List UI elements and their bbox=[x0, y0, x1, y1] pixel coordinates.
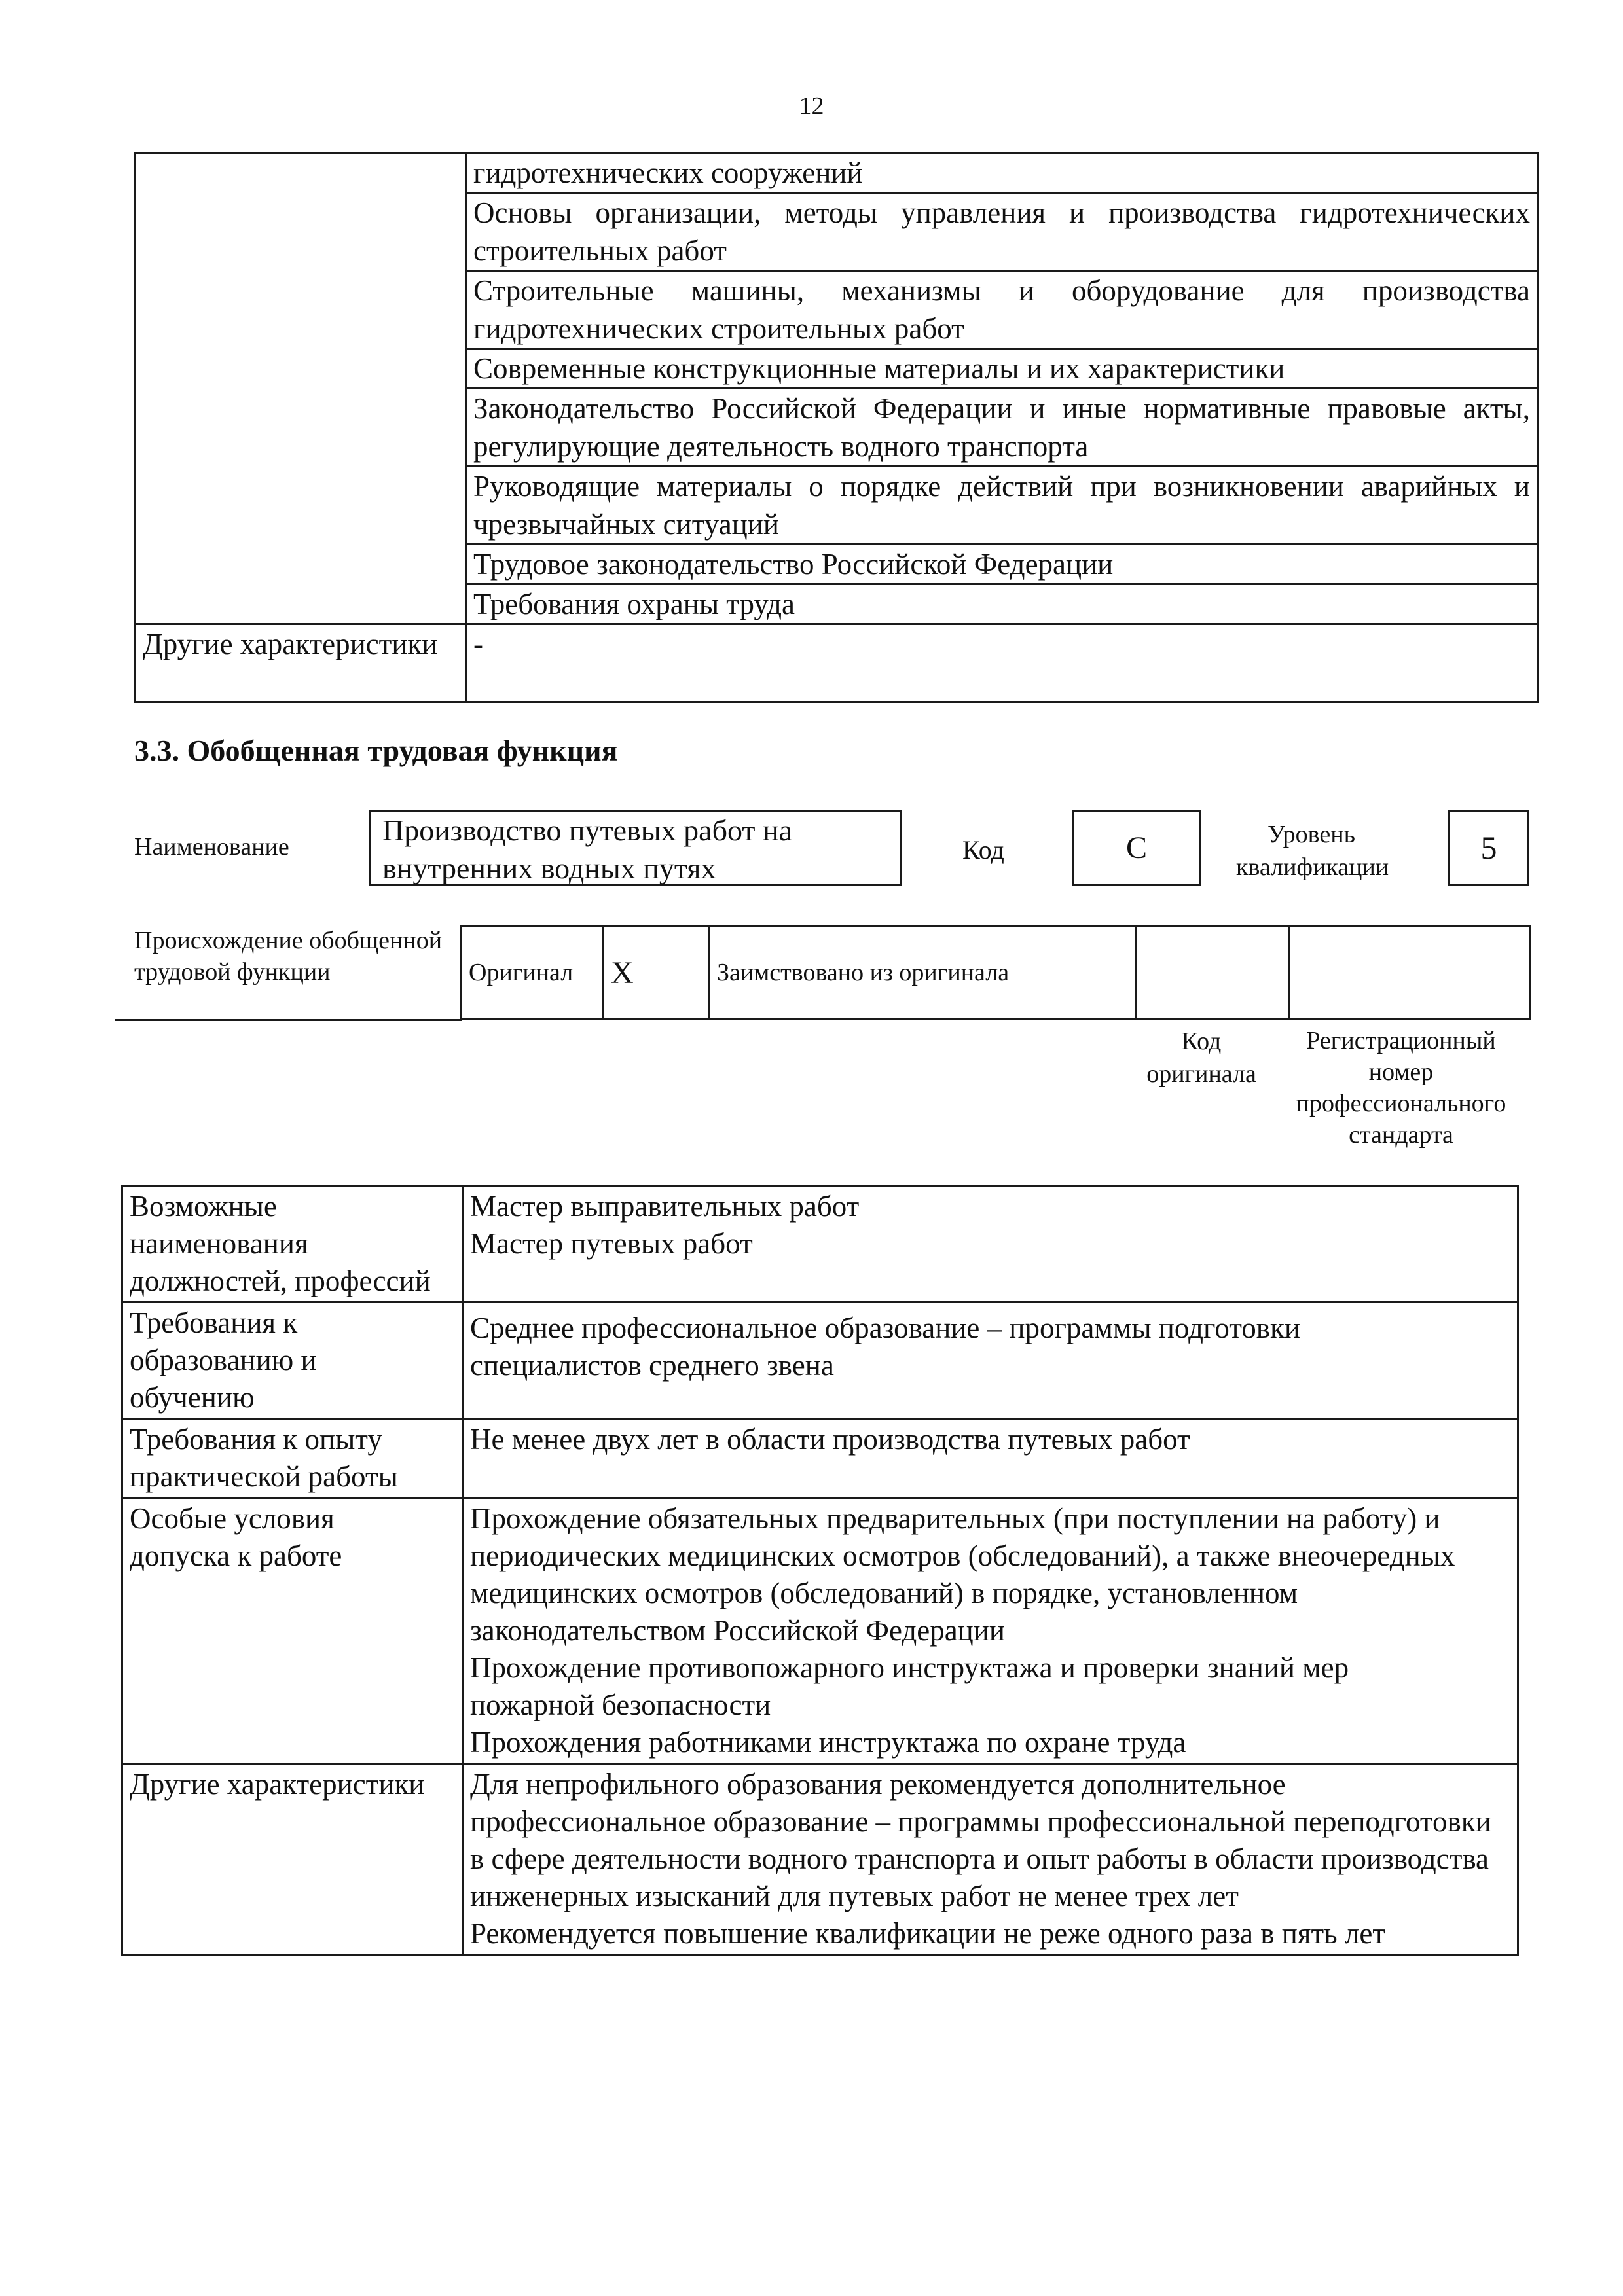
table-cell: Современные конструкционные материалы и их характеристики bbox=[466, 349, 1538, 389]
origin-label: Происхождение обобщенной трудовой функции bbox=[134, 927, 443, 986]
table-cell-empty bbox=[136, 153, 466, 624]
code-label: Код bbox=[962, 835, 1004, 865]
row-content bbox=[463, 1419, 1518, 1498]
original-mark: X bbox=[604, 926, 710, 1020]
row-label: Требования к опыту практической работы bbox=[122, 1419, 463, 1498]
content-line: Для непрофильного образования рекомендуется дополнительное профессиональное образование – программы профессиональной переподготовки в сфере деятельности водного транспорта и опыт работы в области производства инженерных изысканий для путевых работ не менее трех лет bbox=[470, 1768, 1491, 1912]
name-label: Наименование bbox=[134, 833, 289, 861]
registration-number-caption: Регистрационный номер профессионального стандарта bbox=[1296, 1027, 1506, 1149]
table-cell: Основы организации, методы управления и производства гидротехнических строительных работ bbox=[466, 193, 1538, 271]
table-row bbox=[122, 1419, 1518, 1498]
registration-number-field bbox=[1290, 926, 1531, 1020]
content-line: Рекомендуется повышение квалификации не реже одного раза в пять лет bbox=[470, 1917, 1386, 1950]
section-title: 3.3. Обобщенная трудовая функция bbox=[134, 734, 618, 767]
table-row bbox=[122, 1498, 1518, 1764]
knowledge-table bbox=[134, 152, 1539, 703]
row-label: Требования к образованию и обучению bbox=[122, 1302, 463, 1419]
function-name-field: Производство путевых работ на внутренних водных путях bbox=[369, 810, 902, 886]
divider bbox=[115, 1019, 462, 1021]
content-line: Мастер выправительных работ bbox=[470, 1190, 860, 1223]
table-cell-label: Другие характеристики bbox=[136, 624, 466, 702]
original-code-field bbox=[1137, 926, 1290, 1020]
row-content bbox=[463, 1186, 1518, 1302]
table-cell: Трудовое законодательство Российской Федерации bbox=[466, 545, 1538, 584]
row-label: Другие характеристики bbox=[122, 1764, 463, 1955]
row-content bbox=[463, 1764, 1518, 1955]
table-row bbox=[462, 926, 1531, 1020]
row-content bbox=[463, 1302, 1518, 1419]
original-code-caption: Код оригинала bbox=[1146, 1028, 1256, 1088]
qualification-level-field: 5 bbox=[1448, 810, 1529, 886]
table-cell: гидротехнических сооружений bbox=[466, 153, 1538, 193]
content-line: Среднее профессиональное образование – программы подготовки специалистов среднего звена bbox=[470, 1312, 1300, 1382]
table-row bbox=[122, 1302, 1518, 1419]
content-line: Мастер путевых работ bbox=[470, 1227, 753, 1260]
table-cell: Строительные машины, механизмы и оборудование для производства гидротехнических строительных работ bbox=[466, 271, 1538, 349]
content-line: Прохождение противопожарного инструктажа и проверки знаний мер пожарной безопасности bbox=[470, 1651, 1349, 1721]
content-line: Прохождения работниками инструктажа по охране труда bbox=[470, 1726, 1186, 1759]
content-line: Не менее двух лет в области производства путевых работ bbox=[470, 1423, 1190, 1456]
table-row bbox=[122, 1186, 1518, 1302]
table-row bbox=[122, 1764, 1518, 1955]
original-label: Оригинал bbox=[462, 926, 604, 1020]
table-cell: Требования охраны труда bbox=[466, 584, 1538, 624]
row-content bbox=[463, 1498, 1518, 1764]
table-cell: Законодательство Российской Федерации и иные нормативные правовые акты, регулирующие деятельность водного транспорта bbox=[466, 389, 1538, 467]
row-label: Возможные наименования должностей, профессий bbox=[122, 1186, 463, 1302]
page-number: 12 bbox=[799, 92, 824, 120]
borrowed-label: Заимствовано из оригинала bbox=[710, 926, 1137, 1020]
content-line: Прохождение обязательных предварительных (при поступлении на работу) и периодических медицинских осмотров (обследований), а также внеочередных медицинских осмотров (обследований) в порядке, установленном законодательством Российской Федерации bbox=[470, 1502, 1455, 1647]
table-cell: Руководящие материалы о порядке действий при возникновении аварийных и чрезвычайных ситуаций bbox=[466, 467, 1538, 545]
table-cell: - bbox=[466, 624, 1538, 702]
table-row bbox=[136, 153, 1538, 193]
qualification-level-label: Уровень квалификации bbox=[1236, 821, 1389, 881]
origin-table bbox=[460, 925, 1531, 1020]
requirements-table bbox=[121, 1185, 1519, 1956]
code-field: C bbox=[1072, 810, 1201, 886]
table-row bbox=[136, 624, 1538, 702]
row-label: Особые условия допуска к работе bbox=[122, 1498, 463, 1764]
